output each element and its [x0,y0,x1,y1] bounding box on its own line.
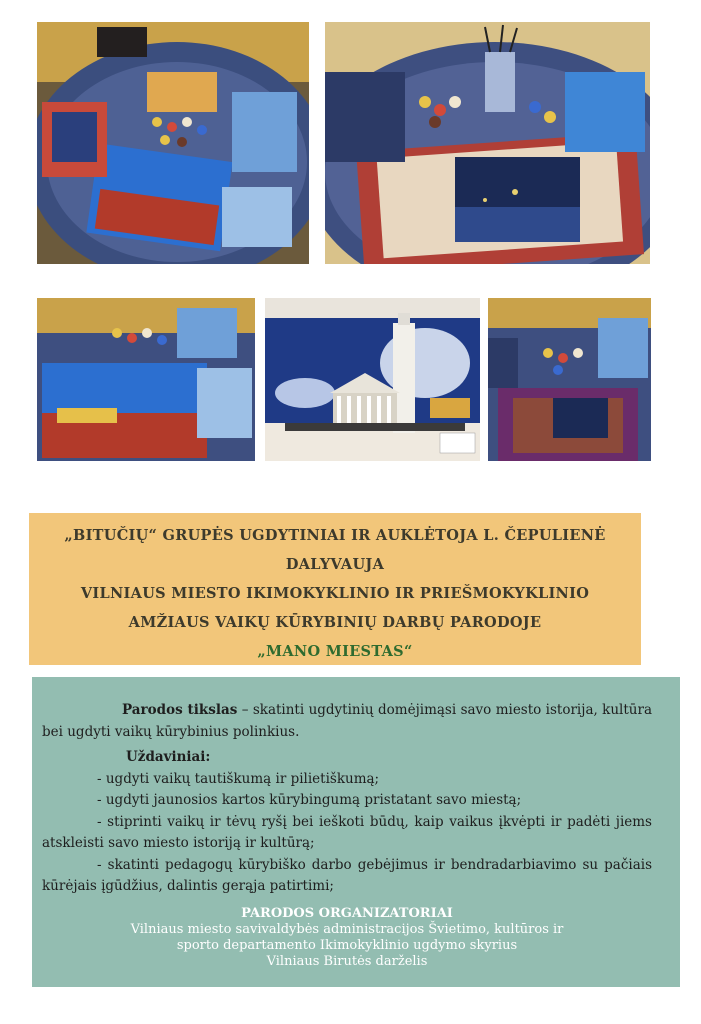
task-item-4: - skatinti pedagogų kūrybiško darbo gebėjimus ir bendradarbiavimo su pačiais kūrėjais įgūdžius, dalintis gerąja patirtimi; [42,856,652,894]
painting-table-photo-5-icon [488,298,651,461]
painting-table-photo-1-icon [37,22,309,264]
banner-line-3: VILNIAUS MIESTO IKIMOKYKLINIO IR PRIEŠMOKYKLINIO [80,585,590,602]
banner-line-4: AMŽIAUS VAIKŲ KŪRYBINIŲ DARBŲ PARODOJE [128,614,542,631]
cathedral-painting-photo-icon [265,298,480,461]
photo-painting-table-5 [488,298,651,461]
organizers [42,906,652,970]
task-item-1: - ugdyti vaikų tautiškumą ir pilietiškumą; [97,770,380,787]
goal-label: Parodos tikslas [122,702,238,718]
goal-paragraph [42,700,652,743]
task-item-2: - ugdyti jaunosios kartos kūrybingumą pristatant savo miestą; [97,792,522,808]
organizer-line-2: sporto departamento Ikimokyklinio ugdymo skyrius [176,937,518,953]
banner-line-1: „BITUČIŲ“ GRUPĖS UGDYTINIAI IR AUKLĖTOJA L. ČEPULIENĖ [64,527,606,544]
exhibition-info [32,677,680,987]
photo-painting-table-3 [37,298,255,461]
banner-line-2: DALYVAUJA [285,556,385,573]
exhibition-banner [29,513,641,665]
exhibition-title: „MANO MIESTAS“ [257,643,413,660]
photo-painting-table-2 [325,22,650,264]
painting-table-photo-3-icon [37,298,255,461]
organizer-line-3: Vilniaus Birutės darželis [266,953,428,969]
photo-painting-table-1 [37,22,309,264]
task-item-3: - stiprinti vaikų ir tėvų ryšį bei ieškoti būdų, kaip vaikus įkvėpti ir padėti jiems atskleisti savo miesto istoriją ir kultūrą; [42,813,652,851]
goal-text: – skatinti ugdytinių domėjimąsi savo miesto istorija, kultūra bei ugdyti vaikų kūrybinius polinkius. [42,702,652,740]
organizer-line-1: Vilniaus miesto savivaldybės administracijos Švietimo, kultūros ir [130,921,564,937]
photo-cathedral-painting [265,298,480,461]
organizers-title: PARODOS ORGANIZATORIAI [241,905,453,921]
painting-table-photo-2-icon [325,22,650,264]
tasks-label: Uždaviniai: [126,749,211,765]
